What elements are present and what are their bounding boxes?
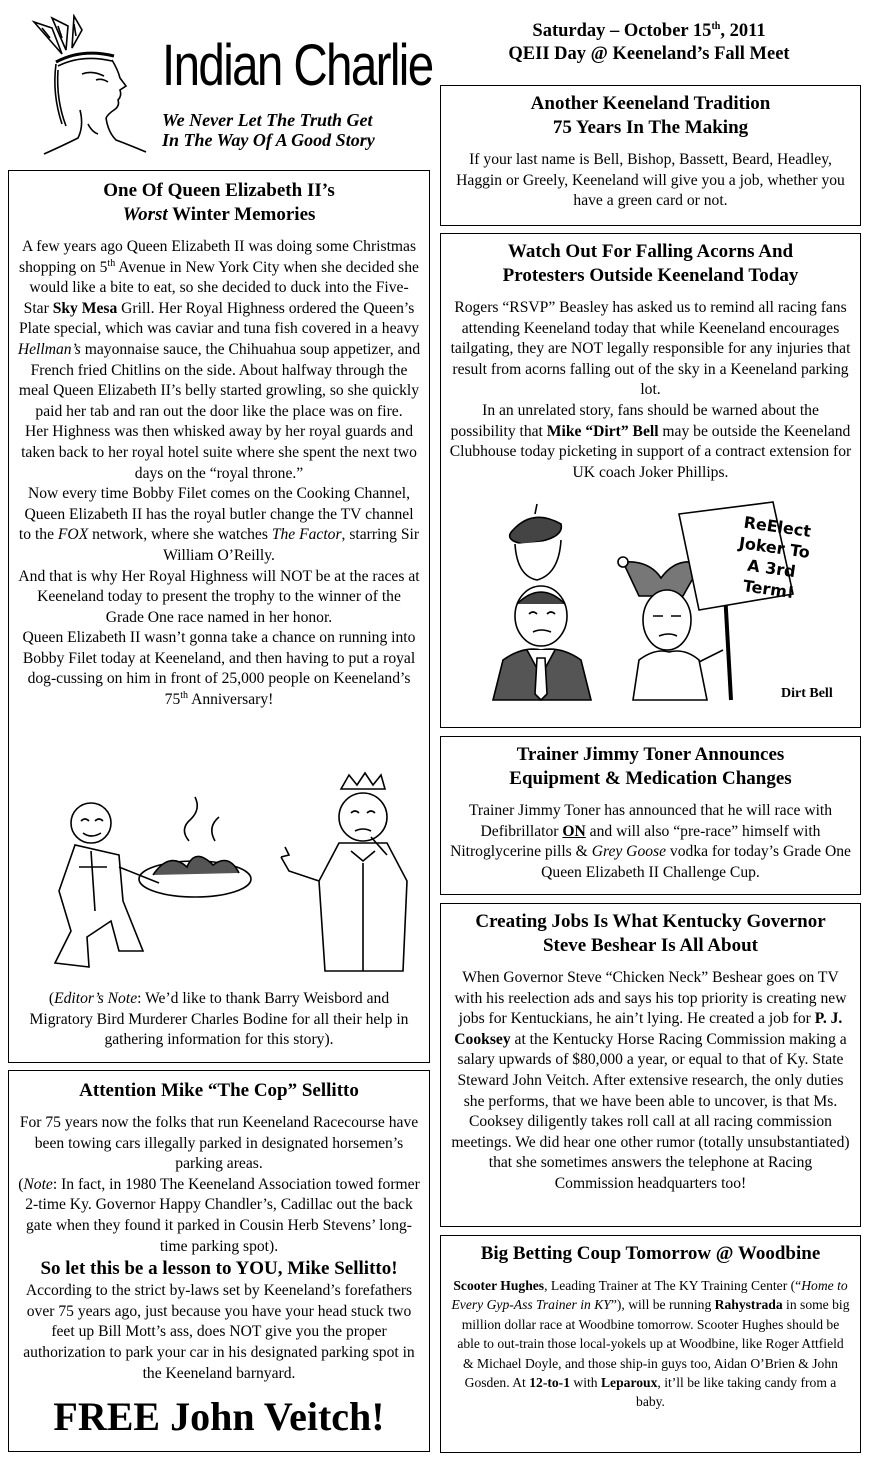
tradition-story xyxy=(440,85,861,226)
queen-editors-note: (Editor’s Note: We’d like to thank Barry Weisbord and Migratory Bird Murderer Charles Bodine for all their help in gathering information for this story). xyxy=(29,990,409,1049)
paragraph: In an unrelated story, fans should be warned about the possibility that Mike “Dirt” Bell may be outside the Keeneland Clubhouse today picketing in support of a contract extension for UK coach Joker Phillips. xyxy=(449,401,852,481)
paragraph: And that is why Her Royal Highness will NOT be at the races at Keeneland today to present the trophy to the winner of the Grade One race named in her honor. xyxy=(18,567,420,626)
paragraph: Now every time Bobby Filet comes on the Cooking Channel, Queen Elizabeth II has the royal butler change the TV channel to the FOX network, where she watches The Factor, starring Sir William O’Reilly. xyxy=(18,485,420,564)
cop-body xyxy=(17,1113,421,1384)
paragraph: Her Highness was then whisked away by her royal guards and taken back to her royal hotel suite where she spent the next two days on the “royal throne.” xyxy=(21,423,417,482)
paragraph: Queen Elizabeth II wasn’t gonna take a chance on running into Bobby Filet today at Keeneland, and then having to put a royal dog-cussing on him in front of 25,000 people on Keeneland’s 75th Anniversary! xyxy=(22,629,416,709)
betting-story xyxy=(440,1235,861,1453)
dirt-bell-caption: Dirt Bell xyxy=(781,686,833,701)
queen-story xyxy=(8,170,430,1063)
motto-line-2: In The Way Of A Good Story xyxy=(162,130,375,150)
masthead xyxy=(22,14,432,164)
governor-headline: Creating Jobs Is What Kentucky Governor Steve Beshear Is All About xyxy=(475,911,826,956)
issue-dateline xyxy=(440,20,858,66)
paragraph: According to the strict by-laws set by Keeneland’s forefathers over 75 years ago, just because you have your head stuck two feet up Bill Mott’s ass, does NOT give you the proper authorization to park your car in his designated parking spot in the Keeneland barnyard. xyxy=(23,1282,415,1382)
acorn-story xyxy=(440,233,861,728)
queen-body xyxy=(17,237,421,711)
cop-lesson: So let this be a lesson to YOU, Mike Sellitto! xyxy=(40,1258,398,1280)
toner-story xyxy=(440,736,861,895)
cop-headline: Attention Mike “The Cop” Sellitto xyxy=(79,1080,359,1101)
issue-date: Saturday – October 15th, 2011 xyxy=(532,20,766,41)
betting-body: Scooter Hughes, Leading Trainer at The KY Training Center (“Home to Every Gyp-Ass Trainer in KY”), will be running Rahystrada in some big million dollar race at Woodbine tomorrow. Scooter Hughes should be able to out-train those local-yokels up at Woodbine, like Roger Attfield & Michael Doyle, and those ship-in guys too, Aidan O’Brien & John Gosden. At 12-to-1 with Leparoux, it’ll be like taking candy from a baby. xyxy=(451,1278,850,1410)
tradition-body: If your last name is Bell, Bishop, Bassett, Beard, Headley, Haggin or Greely, Keeneland will give you a job, whether you have a green card or not. xyxy=(456,151,845,210)
queen-headline: One Of Queen Elizabeth II’s Worst Winter Memories xyxy=(103,180,335,225)
acorn-headline: Watch Out For Falling Acorns And Protesters Outside Keeneland Today xyxy=(502,241,799,286)
toner-headline: Trainer Jimmy Toner Announces Equipment & Medication Changes xyxy=(509,744,792,789)
protest-sign-text: ReElect Joker To A 3rd Term! xyxy=(737,512,813,603)
indian-chief-logo xyxy=(22,14,152,159)
governor-body: When Governor Steve “Chicken Neck” Beshear goes on TV with his reelection ads and says his top priority is creating new jobs for Kentuckians, he ain’t lying. He created a job for P. J. Cooksey at the Kentucky Horse Racing Commission making a salary upwards of $80,000 a year, or equal to that of Ky. State Steward John Veitch. After extensive research, the only duties she performs, that we have been able to uncover, is that Ms. Cooksey diligently takes roll call at all racing commission meetings. We did hear one other rumor (totally unsubstantiated) that she sometimes answers the telephone at Racing Commission headquarters too! xyxy=(451,969,850,1192)
betting-headline: Big Betting Coup Tomorrow @ Woodbine xyxy=(480,1243,821,1264)
cop-story xyxy=(8,1070,430,1452)
paragraph: For 75 years now the folks that run Keeneland Racecourse have been towing cars illegally parked in designated horsemen’s parking areas. xyxy=(19,1114,419,1173)
masthead-motto xyxy=(162,110,375,150)
motto-line-1: We Never Let The Truth Get xyxy=(162,110,373,130)
paragraph: (Note: In fact, in 1980 The Keeneland Association towed former 2-time Ky. Governor Happy Chandler’s, Cadillac out the back gate when they found it parked in Cousin Herb Stevens’ long-time parking spot). xyxy=(18,1175,420,1255)
acorn-body xyxy=(449,298,852,483)
issue-event: QEII Day @ Keeneland’s Fall Meet xyxy=(508,44,790,64)
queen-cartoon-illustration xyxy=(19,771,419,981)
paragraph: Rogers “RSVP” Beasley has asked us to remind all racing fans attending Keeneland today that while Keeneland encourages tailgating, they are NOT legally responsible for any injuries that result from acorns falling out of the sky in a Keeneland parking lot. xyxy=(450,299,851,399)
governor-story xyxy=(440,903,861,1227)
paragraph: A few years ago Queen Elizabeth II was doing some Christmas shopping on 5th Avenue in New York City when she decided she would like a bite to eat, so she decided to duck into the Five-Star Sky Mesa Grill. Her Royal Highness ordered the Queen’s Plate special, which was caviar and tuna fish covered in a heavy Hellman’s mayonnaise sauce, the Chihuahua soup appetizer, and French fried Chitlins on the side. About halfway through the meal Queen Elizabeth II’s belly started growling, so she quickly paid her tab and ran out the door like the place was on fire. xyxy=(17,238,421,420)
free-john-veitch: FREE John Veitch! xyxy=(53,1394,385,1440)
toner-body: Trainer Jimmy Toner has announced that he will race with Defibrillator ON and will also “pre-race” himself with Nitroglycerine pills & Grey Goose vodka for today’s Grade One Queen Elizabeth II Challenge Cup. xyxy=(450,802,851,881)
tradition-headline: Another Keeneland Tradition 75 Years In The Making xyxy=(530,93,771,138)
masthead-title: Indian Charlie xyxy=(162,33,433,98)
